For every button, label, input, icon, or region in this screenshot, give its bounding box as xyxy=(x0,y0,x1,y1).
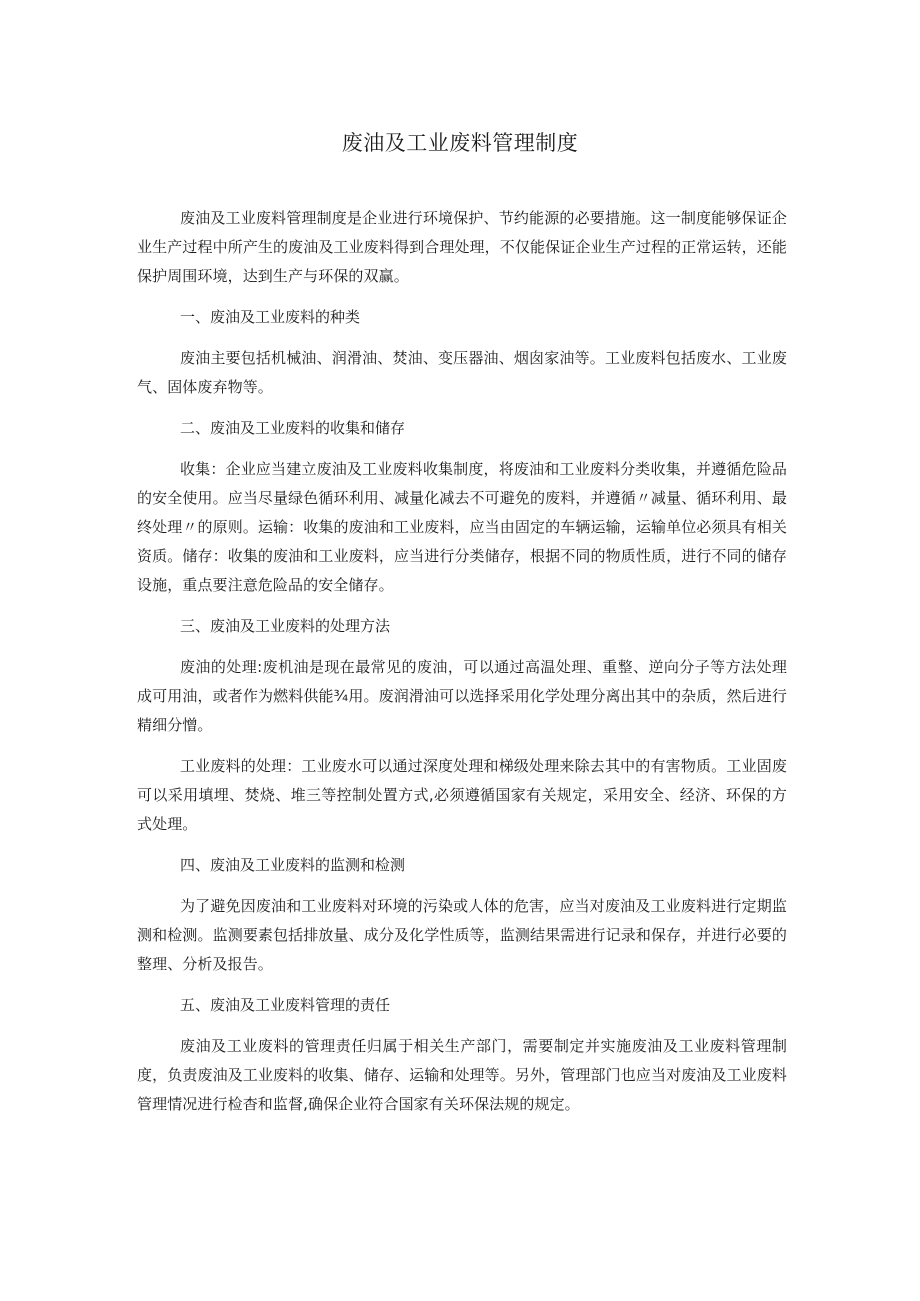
document-body xyxy=(137,204,787,1131)
document-title: 废油及工业废料管理制度 xyxy=(341,131,579,155)
section-heading-collection: 二、废油及工业废料的收集和储存 xyxy=(180,419,406,437)
section-heading-treatment: 三、废油及工业废料的处理方法 xyxy=(180,617,391,635)
industrial-treatment-paragraph: 工业废料的处理：工业废水可以通过深度处理和梯级处理来除去其中的有害物质。工业固废可以采用填埋、焚烧、堆三等控制处置方式,必须遵循国家有关规定，采用安全、经济、环保的方式处理。 xyxy=(137,757,787,833)
section-heading-monitoring: 四、废油及工业废料的监测和检测 xyxy=(180,856,406,874)
types-paragraph: 废油主要包括机械油、润滑油、焚油、变压器油、烟囱家油等。工业废料包括废水、工业废气、固体废弃物等。 xyxy=(137,349,787,396)
responsibility-paragraph: 废油及工业废料的管理责任归属于相关生产部门，需要制定并实施废油及工业废料管理制度，负责废油及工业废料的收集、储存、运输和处理等。另外，管理部门也应当对废油及工业废料管理情况进行检杳和监督,确保企业符合国家有关环保法规的规定。 xyxy=(137,1037,787,1113)
monitoring-paragraph: 为了避免因废油和工业废料对环境的污染或人体的危害，应当对废油及工业废料进行定期监测和检测。监测要素包括排放量、成分及化学性质等，监测结果需进行记录和保存，并进行必要的整理、分析及报告。 xyxy=(137,897,787,973)
collection-paragraph: 收集：企业应当建立废油及工业废料收集制度，将废油和工业废料分类收集，并遵循危险品的安全使用。应当尽量绿色循环利用、减量化减去不可避免的废料，并遵循〃减量、循环利用、最终处理〃的原则。运输：收集的废油和工业废料，应当由固定的车辆运输，运输单位必须具有相关资质。储存：收集的废油和工业废料，应当进行分类储存，根据不同的物质性质，进行不同的储存设施，重点要注意危险品的安全储存。 xyxy=(137,460,787,594)
oil-treatment-paragraph: 废油的处理:废机油是现在最常见的废油，可以通过高温处理、重整、逆向分子等方法处理成可用油，或者作为燃料供能¾用。废润滑油可以选择采用化学处理分离出其中的杂质，然后进行精细分憎。 xyxy=(137,658,787,734)
section-heading-responsibility: 五、废油及工业废料管理的责任 xyxy=(180,996,391,1014)
intro-paragraph: 废油及工业废料管理制度是企业进行环境保护、节约能源的必要措施。这一制度能够保证企业生产过程中所产生的废油及工业废料得到合理处理，不仅能保证企业生产过程的正常运转，还能保护周围环境，达到生产与环保的双赢。 xyxy=(137,209,787,285)
section-heading-types: 一、废油及工业废料的种类 xyxy=(180,308,361,326)
